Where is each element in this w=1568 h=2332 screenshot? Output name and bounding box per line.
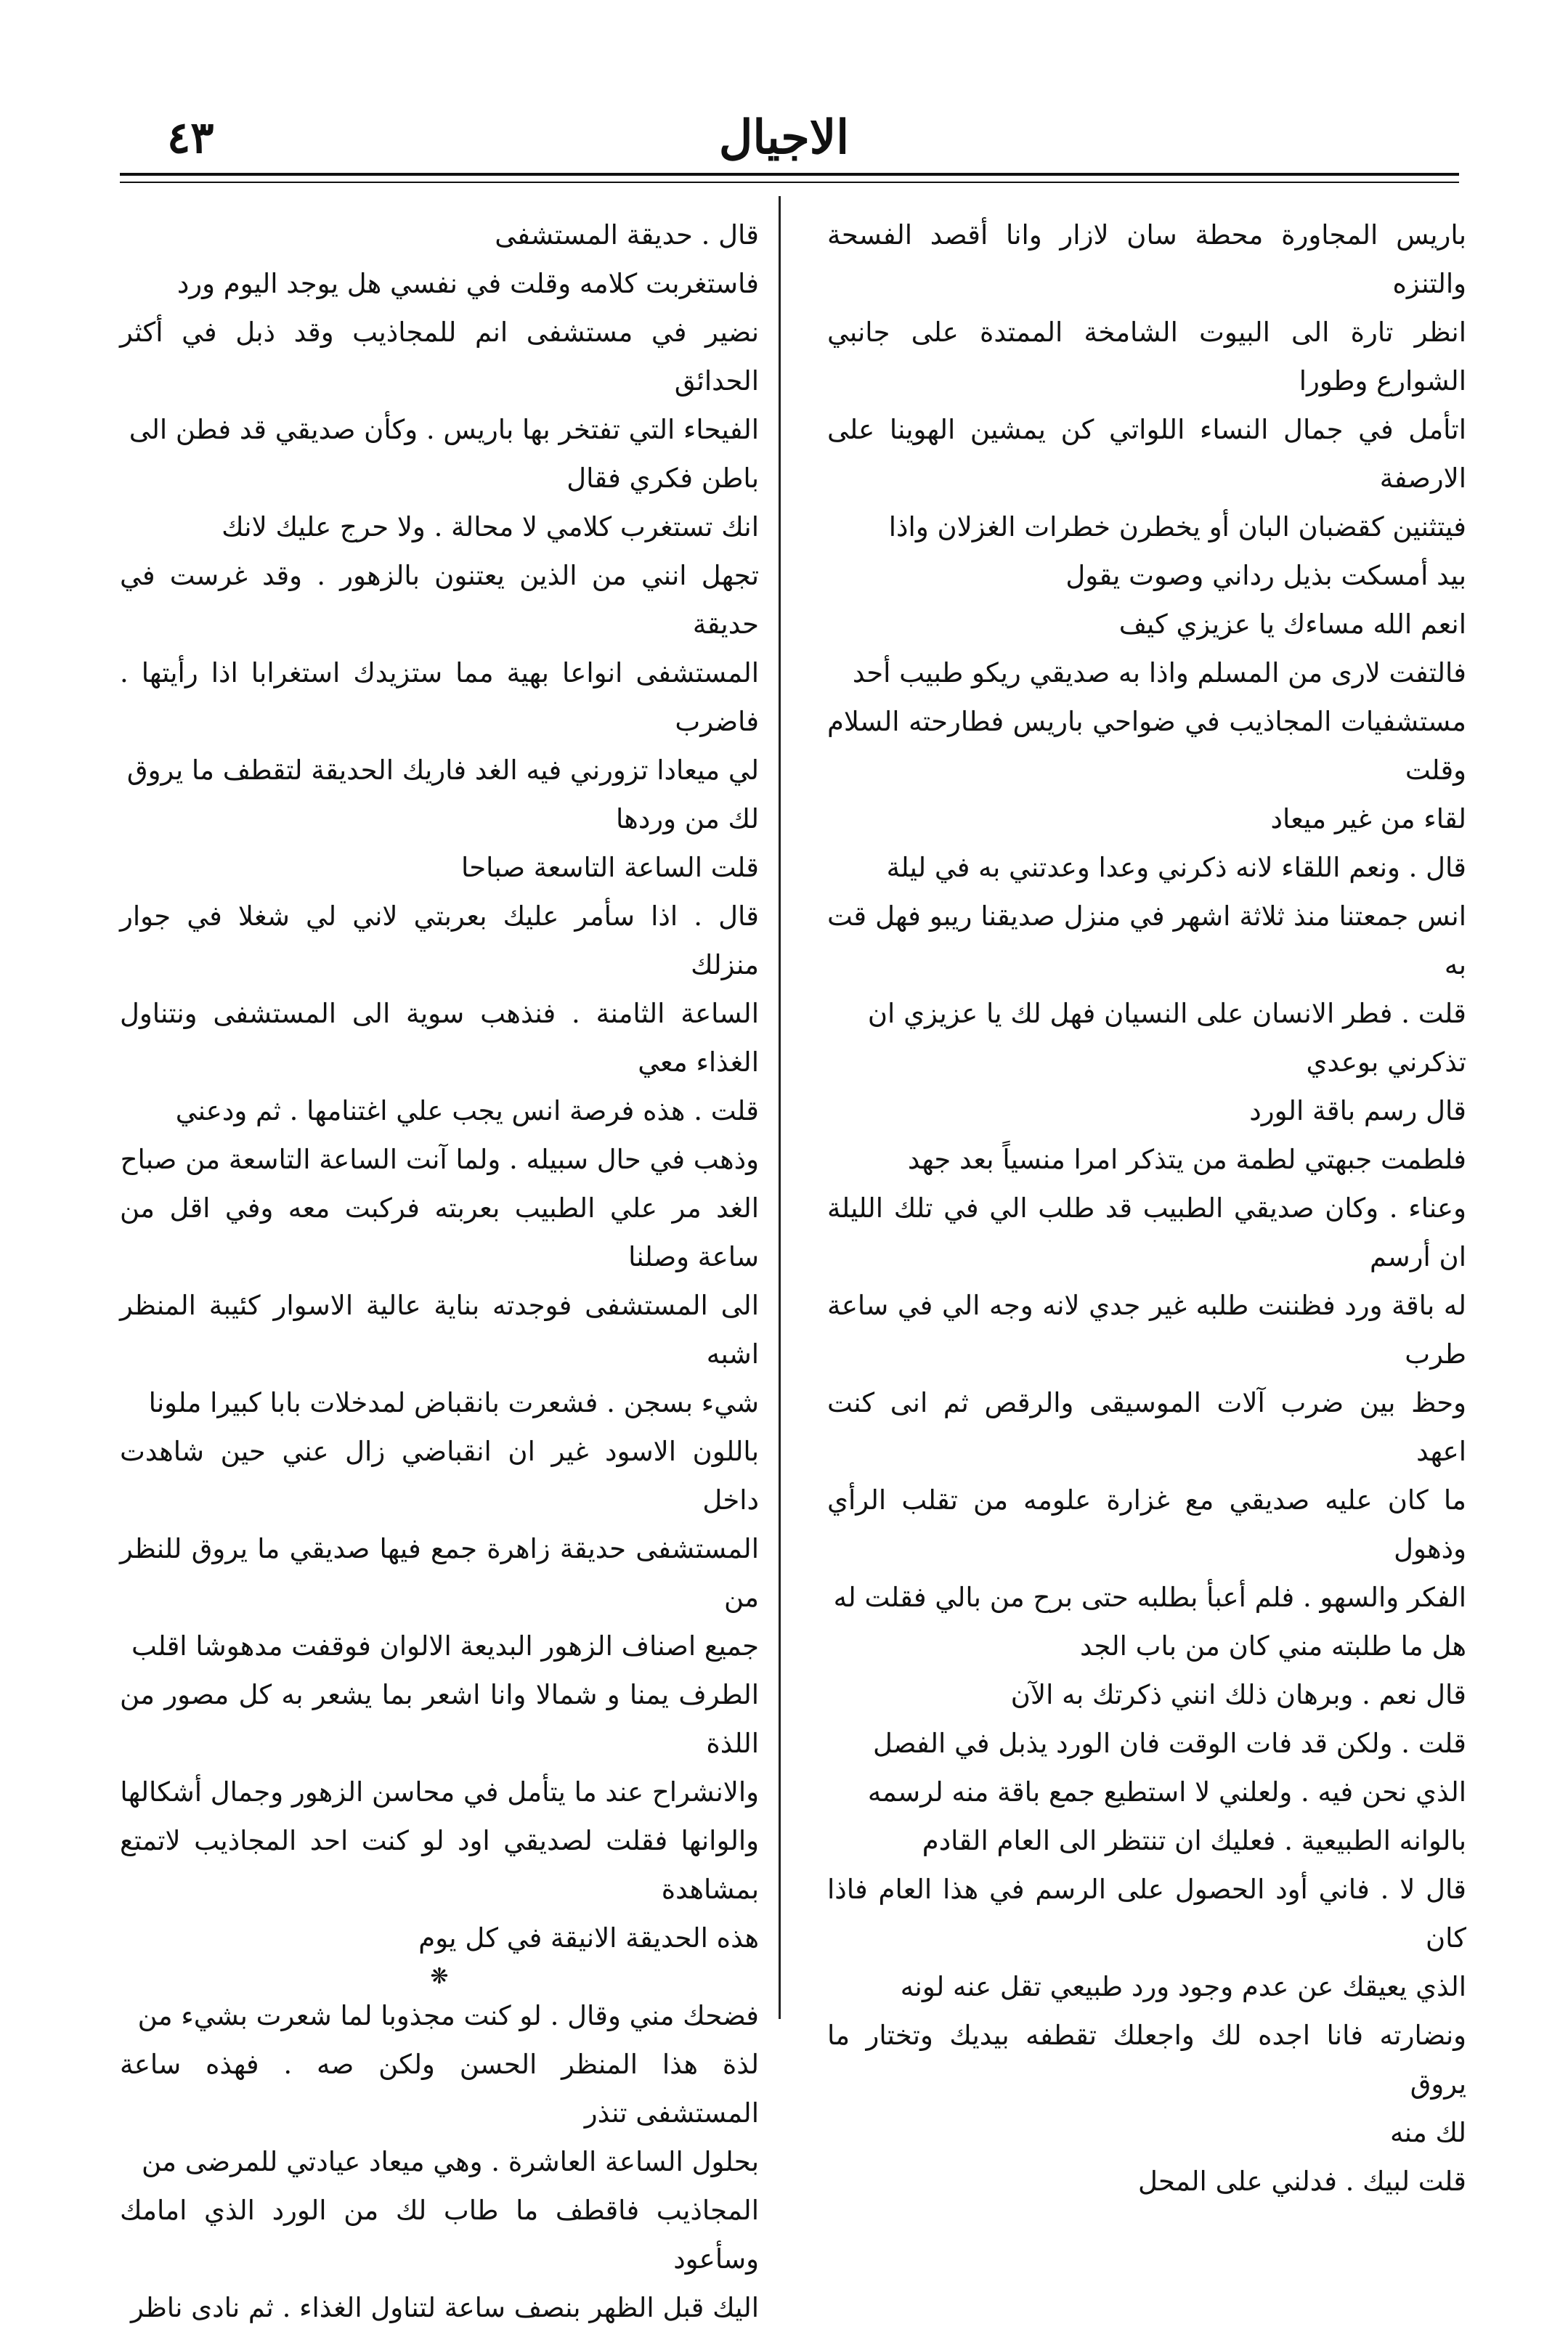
text-line: اليك قبل الظهر بنصف ساعة لتناول الغذاء . ثم نادى ناظر bbox=[130, 2292, 759, 2323]
text-line: الذي يعيقك عن عدم وجود ورد طبيعي تقل عنه لونه bbox=[900, 1971, 1466, 2002]
text-line: المستشفى حديقة زاهرة جمع فيها صديقي ما يروق للنظر من bbox=[120, 1533, 759, 1613]
text-line: باطن فكري فقال bbox=[566, 463, 759, 494]
text-line: قلت . ولكن قد فات الوقت فان الورد يذبل في الفصل bbox=[872, 1728, 1466, 1759]
text-line: لك من وردها bbox=[616, 803, 759, 834]
text-line: لقاء من غير ميعاد bbox=[1270, 803, 1466, 834]
ornament-divider: ❋ bbox=[430, 1964, 449, 1989]
left-column bbox=[120, 211, 759, 2332]
text-line: هل ما طلبته مني كان من باب الجد bbox=[1080, 1630, 1466, 1662]
text-line: والوانها فقلت لصديقي اود لو كنت احد المجاذيب لاتمتع بمشاهدة bbox=[120, 1825, 759, 1905]
text-line: لك منه bbox=[1389, 2117, 1466, 2148]
text-line: قال رسم باقة الورد bbox=[1249, 1095, 1466, 1126]
header-rule-thin bbox=[120, 182, 1459, 183]
text-line: قال . ونعم اللقاء لانه ذكرني وعدا وعدتني به في ليلة bbox=[886, 852, 1466, 883]
text-line: ونضارته فانا اجده لك واجعلك تقطفه بيديك وتختار ما يروق bbox=[827, 2020, 1466, 2100]
text-line: شيء بسجن . فشعرت بانقباض لمدخلات بابا كبيرا ملونا bbox=[148, 1387, 759, 1418]
page-title: الاجيال bbox=[718, 110, 850, 165]
text-line: قال لا . فاني أود الحصول على الرسم في هذا العام فاذا كان bbox=[827, 1874, 1466, 1954]
text-line: الفكر والسهو . فلم أعبأ بطلبه حتى برح من بالي فقلت له bbox=[833, 1582, 1466, 1613]
text-line: قلت . فطر الانسان على النسيان فهل لك يا عزيزي ان bbox=[867, 998, 1466, 1029]
text-line: لذة هذا المنظر الحسن ولكن صه . فهذه ساعة المستشفى تنذر bbox=[120, 2049, 759, 2129]
text-line: اتأمل في جمال النساء اللواتي كن يمشين الهوينا على الارصفة bbox=[827, 414, 1466, 494]
text-line: قال نعم . وبرهان ذلك انني ذكرتك به الآن bbox=[1010, 1679, 1466, 1710]
text-line: الذي نحن فيه . ولعلني لا استطيع جمع باقة منه لرسمه bbox=[867, 1776, 1466, 1808]
text-line: ما كان عليه صديقي مع غزارة علومه من تقلب الرأي وذهول bbox=[827, 1484, 1466, 1564]
text-line: قال . اذا سأمر عليك بعربتي لاني لي شغلا في جوار منزلك bbox=[120, 901, 759, 980]
text-line: والانشراح عند ما يتأمل في محاسن الزهور وجمال أشكالها bbox=[120, 1776, 759, 1808]
text-line: باللون الاسود غير ان انقباضي زال عني حين شاهدت داخل bbox=[120, 1436, 759, 1516]
page-number: ٤٣ bbox=[167, 113, 214, 163]
text-line: باريس المجاورة محطة سان لازار وانا أقصد الفسحة والتنزه bbox=[827, 219, 1466, 299]
text-line: وذهب في حال سبيله . ولما آنت الساعة التاسعة من صباح bbox=[120, 1144, 759, 1175]
text-line: الى المستشفى فوجدته بناية عالية الاسوار كئيبة المنظر اشبه bbox=[120, 1290, 759, 1370]
text-line: المجاذيب فاقطف ما طاب لك من الورد الذي امامك وسأعود bbox=[120, 2195, 759, 2275]
text-line: فاستغربت كلامه وقلت في نفسي هل يوجد اليوم ورد bbox=[176, 268, 759, 299]
text-line: فالتفت لارى من المسلم واذا به صديقي ريكو طبيب أحد bbox=[852, 657, 1466, 688]
page-header bbox=[109, 109, 1459, 167]
text-line: نضير في مستشفى انم للمجاذيب وقد ذبل في أكثر الحدائق bbox=[120, 317, 759, 397]
text-line: فيتثنين كقضبان البان أو يخطرن خطرات الغزلان واذا bbox=[888, 511, 1466, 543]
text-line: مستشفيات المجاذيب في ضواحي باريس فطارحته السلام وقلت bbox=[827, 706, 1466, 786]
column-divider bbox=[779, 196, 781, 2019]
text-line: قال . حديقة المستشفى bbox=[495, 219, 759, 251]
text-line: الفيحاء التي تفتخر بها باريس . وكأن صديقي قد فطن الى bbox=[129, 414, 759, 445]
right-column bbox=[827, 211, 1466, 2206]
text-line: انعم الله مساءك يا عزيزي كيف bbox=[1118, 609, 1466, 640]
text-line: فلطمت جبهتي لطمة من يتذكر امرا منسياً بعد جهد bbox=[907, 1144, 1466, 1175]
header-rule bbox=[120, 173, 1459, 176]
text-line: انك تستغرب كلامي لا محالة . ولا حرج عليك لانك bbox=[222, 511, 759, 543]
text-line: بالوانه الطبيعية . فعليك ان تنتظر الى العام القادم bbox=[922, 1825, 1466, 1856]
text-line: تذكرني بوعدي bbox=[1306, 1047, 1466, 1078]
text-line: وعناء . وكان صديقي الطبيب قد طلب الي في تلك الليلة ان أرسم bbox=[827, 1193, 1466, 1272]
text-line: جميع اصناف الزهور البديعة الالوان فوقفت مدهوشا اقلب bbox=[131, 1630, 759, 1662]
text-line: الطرف يمنا و شمالا وانا اشعر بما يشعر به كل مصور من اللذة bbox=[120, 1679, 759, 1759]
text-line: بحلول الساعة العاشرة . وهي ميعاد عيادتي للمرضى من bbox=[141, 2146, 759, 2177]
text-line: الساعة الثامنة . فنذهب سوية الى المستشفى ونتناول الغذاء معي bbox=[120, 998, 759, 1078]
text-line: قلت الساعة التاسعة صباحا bbox=[461, 852, 759, 883]
text-line: فضحك مني وقال . لو كنت مجذوبا لما شعرت بشيء من bbox=[137, 2000, 759, 2031]
text-line: انظر تارة الى البيوت الشامخة الممتدة على جانبي الشوارع وطورا bbox=[827, 317, 1466, 397]
text-line: قلت لبيك . فدلني على المحل bbox=[1137, 2166, 1466, 2197]
text-line: المستشفى انواعا بهية مما ستزيدك استغرابا اذا رأيتها . فاضرب bbox=[120, 657, 759, 737]
text-line: هذه الحديقة الانيقة في كل يوم bbox=[418, 1922, 759, 1954]
text-line: قلت . هذه فرصة انس يجب علي اغتنامها . ثم ودعني bbox=[175, 1095, 759, 1126]
text-line: لي ميعادا تزورني فيه الغد فاريك الحديقة لتقطف ما يروق bbox=[126, 755, 759, 786]
text-line: تجهل انني من الذين يعتنون بالزهور . وقد غرست في حديقة bbox=[120, 560, 759, 640]
text-line: الغد مر علي الطبيب بعربته فركبت معه وفي اقل من ساعة وصلنا bbox=[120, 1193, 759, 1272]
text-line: بيد أمسكت بذيل رداني وصوت يقول bbox=[1065, 560, 1466, 591]
text-line: انس جمعتنا منذ ثلاثة اشهر في منزل صديقنا ريبو فهل قت به bbox=[827, 901, 1466, 980]
text-line: له باقة ورد فظننت طلبه غير جدي لانه وجه الي في ساعة طرب bbox=[827, 1290, 1466, 1370]
text-line: وحظ بين ضرب آلات الموسيقى والرقص ثم انى كنت اعهد bbox=[827, 1387, 1466, 1467]
